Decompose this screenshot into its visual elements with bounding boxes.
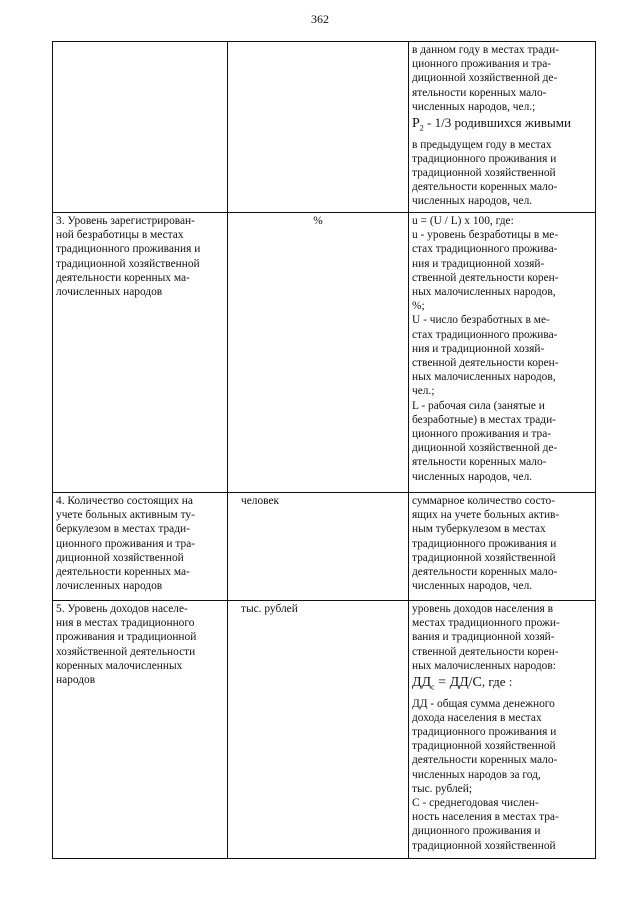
row3-indicator-line: учете больных активным ту- bbox=[56, 509, 195, 522]
row4-method-cell bbox=[409, 601, 596, 859]
row2-method-line: численных народов, чел. bbox=[412, 470, 533, 483]
row1-unit-cell bbox=[228, 42, 409, 213]
row1-method-line: ционного проживания и тра- bbox=[412, 58, 552, 71]
row2-indicator-line: традиционной хозяйственной bbox=[56, 257, 200, 270]
row2-method-line: ния и традиционной хозяй- bbox=[412, 257, 545, 270]
row4-indicator-cell bbox=[53, 601, 228, 859]
formula-rhs: = ДД/С bbox=[434, 675, 482, 691]
row2-indicator-line: лочисленных народов bbox=[56, 286, 163, 299]
row3-method-line: численных народов, чел. bbox=[412, 580, 533, 593]
indicators-table bbox=[52, 41, 596, 859]
row2-method-line: U - число безработных в ме- bbox=[412, 314, 550, 327]
row4-indicator-line: 5. Уровень доходов населе- bbox=[56, 603, 188, 615]
row4-method-line: ных малочисленных народов: bbox=[412, 659, 556, 672]
row2-method-line: чел.; bbox=[412, 385, 435, 398]
row4-method-line: ность населения в местах тра- bbox=[412, 811, 559, 824]
row4-method-line: уровень доходов населения в bbox=[412, 603, 553, 615]
row1-indicator-cell bbox=[53, 42, 228, 213]
row2-unit-cell bbox=[228, 213, 409, 493]
row1-method-line: ятельности коренных мало- bbox=[412, 86, 547, 99]
row2-indicator-cell bbox=[53, 213, 228, 493]
formula-symbol: P bbox=[412, 116, 420, 132]
row2-indicator-line: традиционного проживания и bbox=[56, 243, 201, 256]
row4-method-line: вания и традиционной хозяй- bbox=[412, 631, 555, 644]
row1-method-line: традиционной хозяйственной bbox=[412, 167, 556, 180]
row4-method-line: численных народов за год, bbox=[412, 768, 541, 781]
formula-text: - 1/3 родившихся живыми bbox=[423, 115, 571, 131]
row3-method-line: ящих на учете больных актив- bbox=[412, 509, 560, 522]
formula-tail: , где : bbox=[481, 674, 513, 690]
row4-method-line: ДД - общая сумма денежного bbox=[412, 697, 555, 710]
formula-lhs-subscript: с bbox=[431, 682, 435, 692]
row2-method-line: %; bbox=[412, 300, 425, 313]
row1-method-line: диционной хозяйственной де- bbox=[412, 72, 558, 85]
table-row bbox=[53, 213, 596, 493]
row2-method-line: безработные) в местах тради- bbox=[412, 413, 556, 426]
row4-indicator-line: хозяйственной деятельности bbox=[56, 645, 196, 658]
row4-method-line: традиционной хозяйственной bbox=[412, 839, 556, 852]
row3-indicator-line: диционной хозяйственной bbox=[56, 551, 184, 564]
row2-method-line: ционного проживания и тра- bbox=[412, 428, 552, 441]
row1-method-line: в данном году в местах тради- bbox=[412, 44, 559, 56]
row4-method-line: традиционной хозяйственной bbox=[412, 740, 556, 753]
table-row bbox=[53, 493, 596, 601]
row2-method-line: диционной хозяйственной де- bbox=[412, 442, 558, 455]
row3-unit: человек bbox=[241, 495, 280, 507]
row2-method-line: u - уровень безработицы в ме- bbox=[412, 229, 559, 242]
row3-indicator-line: беркулезом в местах тради- bbox=[56, 523, 190, 536]
row2-method-line: u = (U / L) x 100, где: bbox=[412, 215, 514, 227]
row1-method-line: традиционного проживания и bbox=[412, 152, 557, 165]
row4-method-line: деятельности коренных мало- bbox=[412, 754, 558, 767]
row3-indicator-line: ционного проживания и тра- bbox=[56, 537, 196, 550]
table-row bbox=[53, 601, 596, 859]
row2-method-line: ятельности коренных мало- bbox=[412, 456, 547, 469]
row4-method-line: местах традиционного прожи- bbox=[412, 617, 560, 630]
row3-indicator-line: деятельности коренных ма- bbox=[56, 566, 190, 579]
row3-method-cell bbox=[409, 493, 596, 601]
row3-indicator-line: 4. Количество состоящих на bbox=[56, 495, 193, 507]
row2-method-line: стах традиционного прожива- bbox=[412, 243, 558, 256]
row4-indicator-line: ния в местах традиционного bbox=[56, 617, 195, 630]
row3-method-line: суммарное количество состо- bbox=[412, 495, 556, 507]
row3-indicator-line: лочисленных народов bbox=[56, 580, 163, 593]
row1-method-line: деятельности коренных мало- bbox=[412, 181, 558, 194]
formula-subscript: 2 bbox=[419, 123, 424, 133]
row2-method-line: ственной деятельности корен- bbox=[412, 271, 559, 284]
page-number: 362 bbox=[311, 12, 329, 26]
row3-indicator-cell bbox=[53, 493, 228, 601]
table-row bbox=[53, 42, 596, 213]
row3-method-line: ным туберкулезом в местах bbox=[412, 523, 546, 536]
row4-method-line: С - среднегодовая числен- bbox=[412, 797, 539, 810]
row2-method-line: ных малочисленных народов, bbox=[412, 286, 556, 299]
row2-method-line: ния и традиционной хозяй- bbox=[412, 342, 545, 355]
row3-method-line: традиционного проживания и bbox=[412, 537, 557, 550]
row3-unit-cell bbox=[228, 493, 409, 601]
row2-indicator-line: деятельности коренных ма- bbox=[56, 271, 190, 284]
row4-formula bbox=[412, 673, 592, 697]
formula-lhs: ДД bbox=[412, 675, 432, 691]
row4-method-line: дохода населения в местах bbox=[412, 711, 542, 724]
row1-method-line: численных народов, чел.; bbox=[412, 100, 536, 113]
row1-method-line: в предыдущем году в местах bbox=[412, 138, 552, 151]
row2-indicator-line: ной безработицы в местах bbox=[56, 229, 184, 242]
row4-unit-cell bbox=[228, 601, 409, 859]
row2-unit: % bbox=[313, 215, 323, 227]
row4-indicator-line: проживания и традиционной bbox=[56, 631, 197, 644]
row2-method-line: ственной деятельности корен- bbox=[412, 357, 559, 370]
row4-method-line: ственной деятельности корен- bbox=[412, 645, 559, 658]
row4-method-line: традиционного проживания и bbox=[412, 726, 557, 739]
row4-indicator-line: коренных малочисленных bbox=[56, 659, 183, 672]
row2-method-cell bbox=[409, 213, 596, 493]
row2-method-line: стах традиционного прожива- bbox=[412, 328, 558, 341]
row4-method-line: диционного проживания и bbox=[412, 825, 541, 838]
row3-method-line: деятельности коренных мало- bbox=[412, 566, 558, 579]
row1-method-cell bbox=[409, 42, 596, 213]
row3-method-line: традиционной хозяйственной bbox=[412, 551, 556, 564]
row2-method-line: ных малочисленных народов, bbox=[412, 371, 556, 384]
row1-method-line: численных народов, чел. bbox=[412, 195, 533, 208]
row4-indicator-line: народов bbox=[56, 674, 96, 687]
row2-indicator-line: 3. Уровень зарегистрирован- bbox=[56, 215, 195, 227]
row1-formula bbox=[412, 114, 592, 138]
row2-method-line: L - рабочая сила (занятые и bbox=[412, 399, 545, 412]
row4-unit: тыс. рублей bbox=[241, 603, 298, 615]
row4-method-line: тыс. рублей; bbox=[412, 782, 472, 795]
